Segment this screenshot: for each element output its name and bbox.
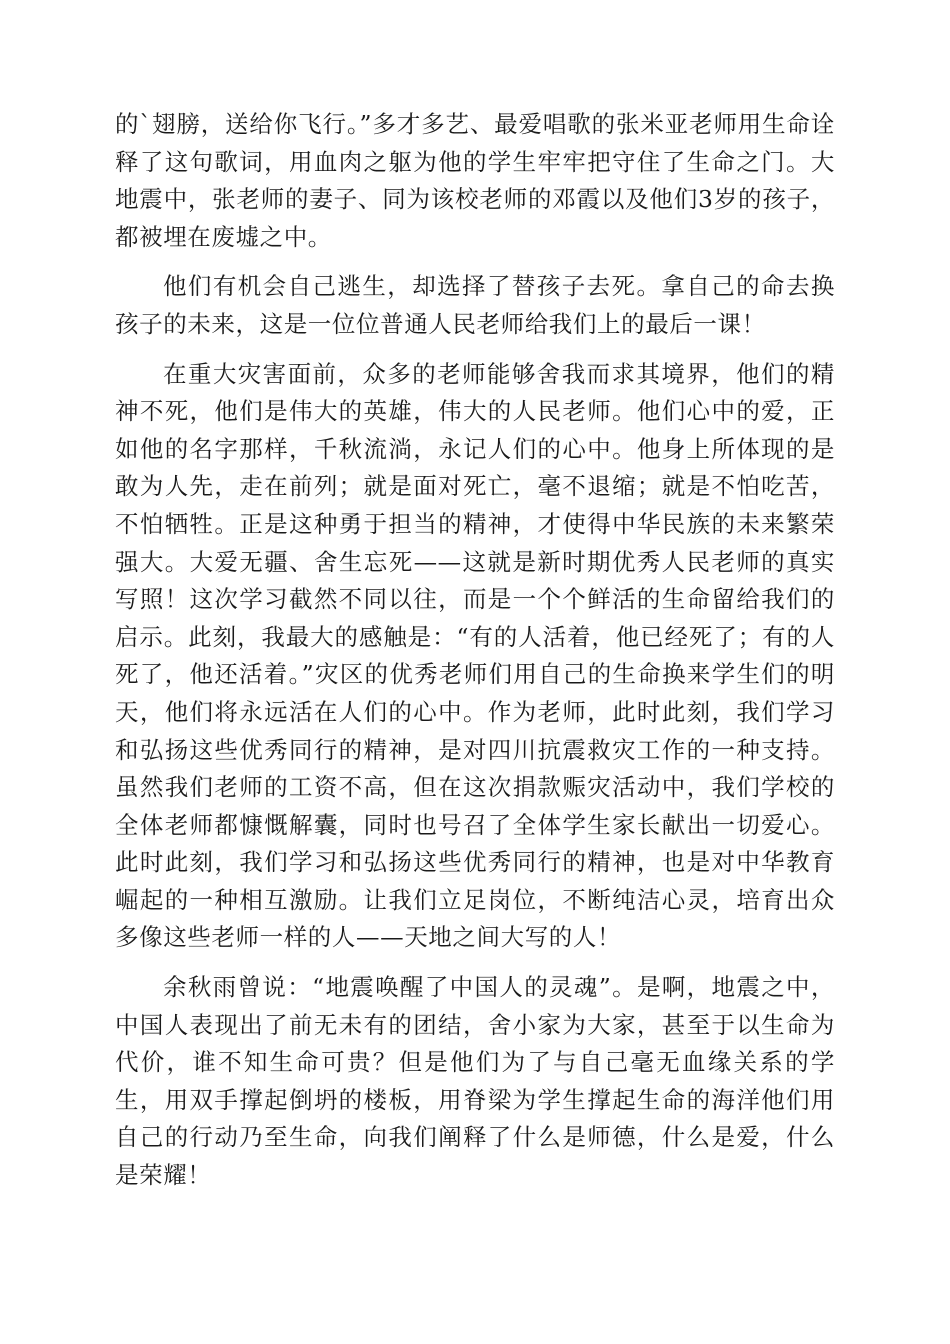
paragraph: 余秋雨曾说：“地震唤醒了中国人的灵魂”。是啊，地震之中，中国人表现出了前无未有的团结，舍小家为大家，甚至于以生命为代价，谁不知生命可贵？但是他们为了与自己毫无血缘关系的学生，用双手撑起倒坍的楼板，用脊梁为学生撑起生命的海洋他们用自己的行动乃至生命，向我们阐释了什么是师德，什么是爱，什么是荣耀！ xyxy=(115,973,835,1190)
document-body xyxy=(115,106,835,1195)
paragraph-continued: 的`翅膀，送给你飞行。”多才多艺、最爱唱歌的张米亚老师用生命诠释了这句歌词，用血肉之躯为他的学生牢牢把守住了生命之门。大地震中，张老师的妻子、同为该校老师的邓霞以及他们3岁的孩子，都被埋在废墟之中。 xyxy=(115,110,835,251)
paragraph: 他们有机会自己逃生，却选择了替孩子去死。拿自己的命去换孩子的未来，这是一位位普通人民老师给我们上的最后一课！ xyxy=(115,272,835,338)
paragraph: 在重大灾害面前，众多的老师能够舍我而求其境界，他们的精神不死，他们是伟大的英雄，伟大的人民老师。他们心中的爱，正如他的名字那样，千秋流淌，永记人们的心中。他身上所体现的是敢为人先，走在前列；就是面对死亡，毫不退缩；就是不怕吃苦，不怕牺牲。正是这种勇于担当的精神，才使得中华民族的未来繁荣强大。大爱无疆、舍生忘死——这就是新时期优秀人民老师的真实写照！这次学习截然不同以往，而是一个个鲜活的生命留给我们的启示。此刻，我最大的感触是：“有的人活着，他已经死了；有的人死了，他还活着。”灾区的优秀老师们用自己的生命换来学生们的明天，他们将永远活在人们的心中。作为老师，此时此刻，我们学习和弘扬这些优秀同行的精神，是对四川抗震救灾工作的一种支持。虽然我们老师的工资不高，但在这次捐款赈灾活动中，我们学校的全体老师都慷慨解囊，同时也号召了全体学生家长献出一切爱心。此时此刻，我们学习和弘扬这些优秀同行的精神，也是对中华教育崛起的一种相互激励。让我们立足岗位，不断纯洁心灵，培育出众多像这些老师一样的人——天地之间大写的人！ xyxy=(115,359,835,952)
